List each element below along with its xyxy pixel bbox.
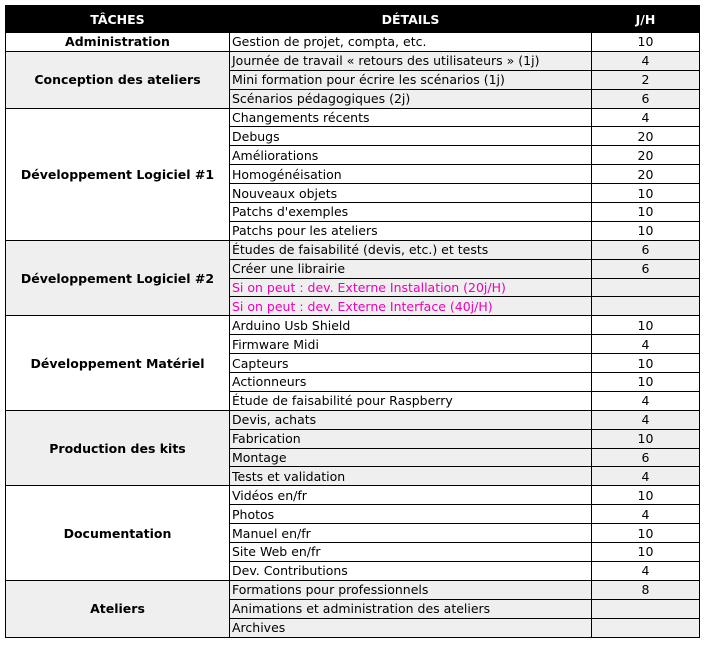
jh-cell: 4	[592, 467, 700, 486]
detail-cell: Actionneurs	[230, 373, 592, 392]
detail-cell: Scénarios pédagogiques (2j)	[230, 89, 592, 108]
detail-cell: Vidéos en/fr	[230, 486, 592, 505]
table-row	[6, 410, 700, 429]
header-task: TÂCHES	[6, 6, 230, 33]
jh-cell: 6	[592, 448, 700, 467]
jh-cell: 4	[592, 51, 700, 70]
detail-cell: Photos	[230, 505, 592, 524]
detail-cell: Archives	[230, 618, 592, 637]
detail-cell: Devis, achats	[230, 410, 592, 429]
detail-cell: Debugs	[230, 127, 592, 146]
detail-cell: Améliorations	[230, 146, 592, 165]
jh-cell: 20	[592, 146, 700, 165]
detail-cell: Tests et validation	[230, 467, 592, 486]
detail-cell: Montage	[230, 448, 592, 467]
detail-cell: Créer une librairie	[230, 259, 592, 278]
jh-cell	[592, 618, 700, 637]
task-name-cell: Documentation	[6, 486, 230, 580]
table-header	[6, 6, 700, 33]
detail-cell: Site Web en/fr	[230, 543, 592, 562]
detail-cell: Manuel en/fr	[230, 524, 592, 543]
detail-cell: Capteurs	[230, 354, 592, 373]
table-row	[6, 486, 700, 505]
jh-cell: 10	[592, 543, 700, 562]
detail-cell: Homogénéisation	[230, 165, 592, 184]
jh-cell: 2	[592, 70, 700, 89]
jh-cell: 4	[592, 391, 700, 410]
detail-cell: Étude de faisabilité pour Raspberry	[230, 391, 592, 410]
detail-cell: Changements récents	[230, 108, 592, 127]
detail-cell: Études de faisabilité (devis, etc.) et tests	[230, 240, 592, 259]
jh-cell: 10	[592, 524, 700, 543]
jh-cell: 10	[592, 429, 700, 448]
jh-cell: 10	[592, 373, 700, 392]
jh-cell: 20	[592, 127, 700, 146]
jh-cell: 6	[592, 240, 700, 259]
jh-cell: 20	[592, 165, 700, 184]
detail-cell: Si on peut : dev. Externe Installation (20j/H)	[230, 278, 592, 297]
detail-cell: Fabrication	[230, 429, 592, 448]
jh-cell: 6	[592, 89, 700, 108]
jh-cell: 4	[592, 410, 700, 429]
jh-cell	[592, 297, 700, 316]
jh-cell: 10	[592, 316, 700, 335]
detail-cell: Patchs pour les ateliers	[230, 221, 592, 240]
detail-cell: Gestion de projet, compta, etc.	[230, 33, 592, 52]
jh-cell: 10	[592, 486, 700, 505]
jh-cell: 4	[592, 108, 700, 127]
header-row	[6, 6, 700, 33]
task-name-cell: Développement Logiciel #1	[6, 108, 230, 240]
table-body	[6, 33, 700, 638]
table-row	[6, 51, 700, 70]
jh-cell: 10	[592, 184, 700, 203]
jh-cell: 4	[592, 561, 700, 580]
tasks-table	[5, 5, 700, 638]
jh-cell: 8	[592, 580, 700, 599]
jh-cell	[592, 278, 700, 297]
table-row	[6, 108, 700, 127]
task-name-cell: Développement Matériel	[6, 316, 230, 410]
detail-cell: Journée de travail « retours des utilisateurs » (1j)	[230, 51, 592, 70]
jh-cell: 6	[592, 259, 700, 278]
task-name-cell: Ateliers	[6, 580, 230, 637]
detail-cell: Animations et administration des ateliers	[230, 599, 592, 618]
jh-cell	[592, 599, 700, 618]
detail-cell: Patchs d'exemples	[230, 203, 592, 222]
detail-cell: Firmware Midi	[230, 335, 592, 354]
jh-cell: 10	[592, 33, 700, 52]
header-details: DÉTAILS	[230, 6, 592, 33]
jh-cell: 4	[592, 505, 700, 524]
table-row	[6, 33, 700, 52]
header-jh: J/H	[592, 6, 700, 33]
task-name-cell: Développement Logiciel #2	[6, 240, 230, 316]
detail-cell: Si on peut : dev. Externe Interface (40j/H)	[230, 297, 592, 316]
detail-cell: Nouveaux objets	[230, 184, 592, 203]
jh-cell: 10	[592, 203, 700, 222]
task-name-cell: Administration	[6, 33, 230, 52]
table-row	[6, 240, 700, 259]
table-row	[6, 580, 700, 599]
jh-cell: 10	[592, 221, 700, 240]
detail-cell: Arduino Usb Shield	[230, 316, 592, 335]
detail-cell: Dev. Contributions	[230, 561, 592, 580]
task-name-cell: Conception des ateliers	[6, 51, 230, 108]
detail-cell: Mini formation pour écrire les scénarios (1j)	[230, 70, 592, 89]
table-row	[6, 316, 700, 335]
jh-cell: 4	[592, 335, 700, 354]
jh-cell: 10	[592, 354, 700, 373]
task-name-cell: Production des kits	[6, 410, 230, 486]
detail-cell: Formations pour professionnels	[230, 580, 592, 599]
